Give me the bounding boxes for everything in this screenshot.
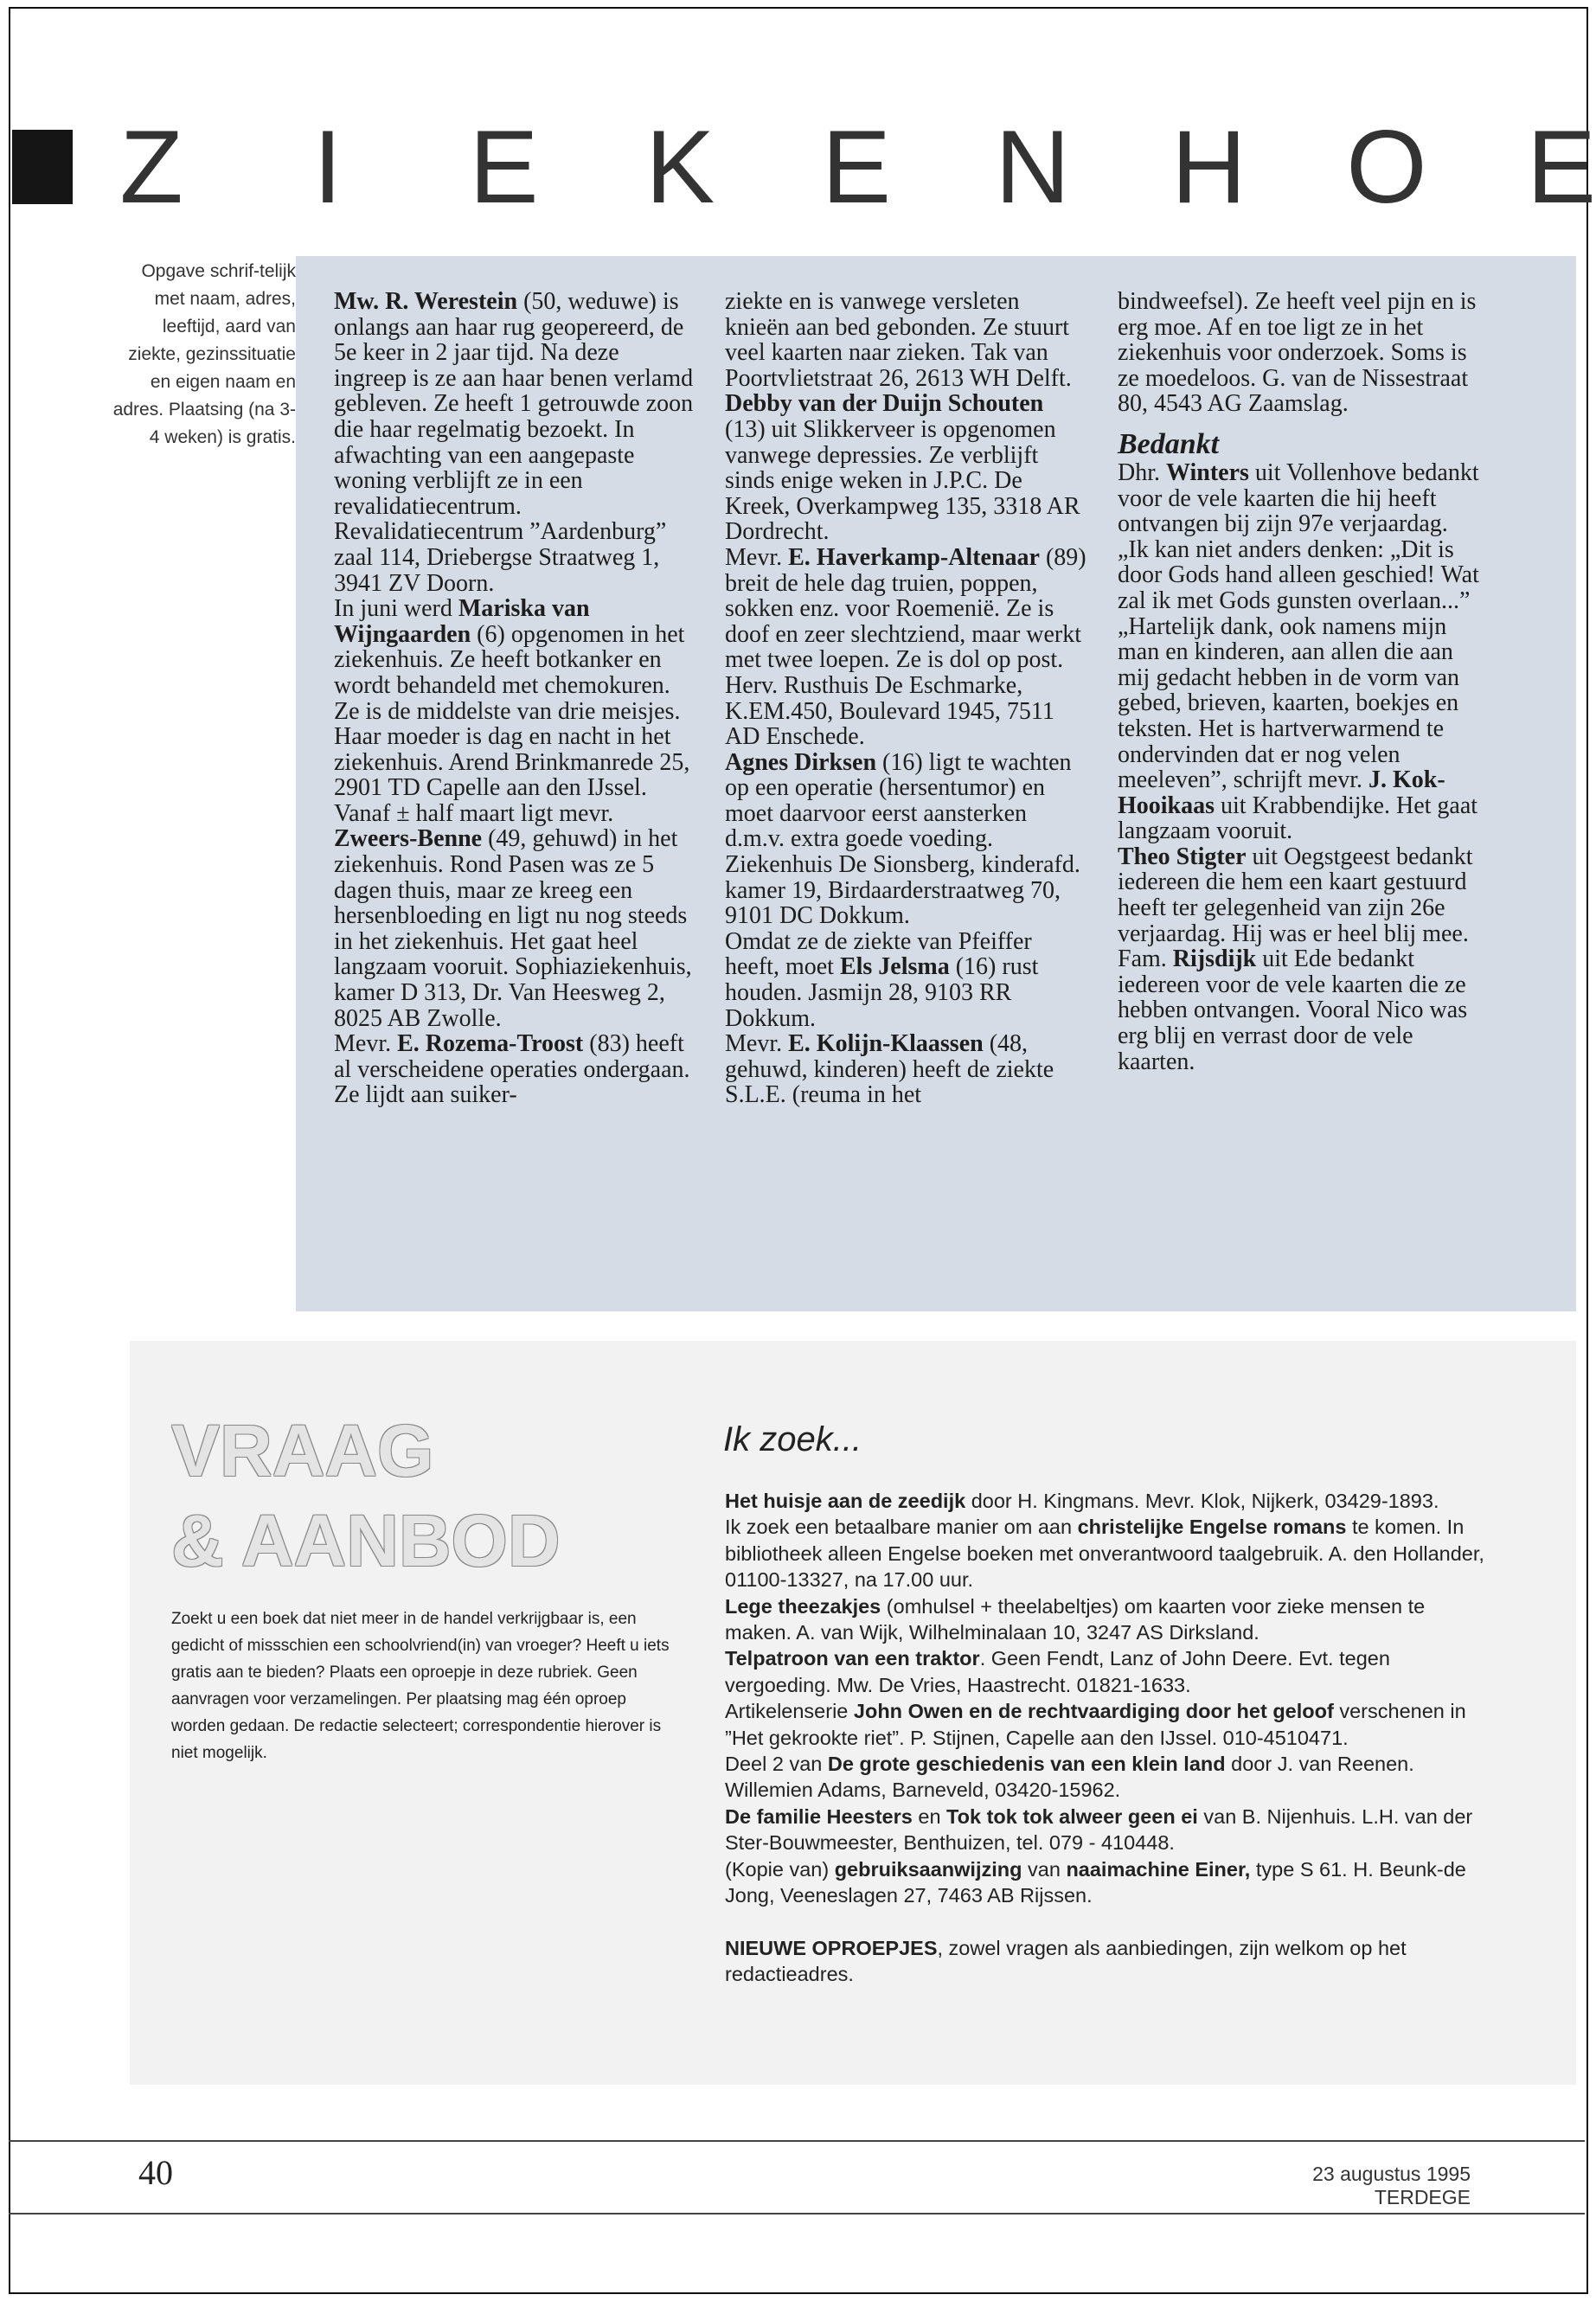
entry-text: (83) heeft al verscheidene operaties ondergaan. Ze lijdt aan suiker- [334, 1030, 690, 1109]
entry [334, 1031, 697, 1108]
submission-note: Opgave schrif-telijk met naam, adres, leeftijd, aard van ziekte, gezinssituatie en eigen naam en adres. Plaatsing (na 3-4 weken) is gratis. [112, 261, 296, 447]
entry-text: (49, gehuwd) in het ziekenhuis. Rond Pasen was ze 5 dagen thuis, maar ze kreeg een hersenbloeding en ligt nu nog steeds in het ziekenhuis. Het gaat heel langzaam vooruit. Sophiaziekenhuis, kamer D 313, Dr. Van Heesweg 2, 8025 AB Zwolle. [334, 825, 692, 1032]
entry-text: uit Ede bedankt iedereen voor de vele kaarten die ze hebben ontvangen. Vooral Nico was erg blij en verrast door de vele kaarten. [1118, 945, 1468, 1075]
item-pre: Deel 2 van [725, 1753, 828, 1776]
entry-text: (6) opgenomen in het ziekenhuis. Ze heeft botkanker en wordt behandeld met chemokuren. Ze is de middelste van drie meisjes. Haar moeder is dag en nacht in het ziekenhuis. Arend Brinkmanrede 25, 2901 TD Capelle aan den IJssel. [334, 620, 690, 802]
vraag-aanbod-title [171, 1406, 561, 1586]
entry-name: Zweers-Benne [334, 825, 483, 853]
entry [725, 289, 1088, 391]
page-number: 40 [138, 2153, 173, 2192]
list-item [725, 1645, 1486, 1698]
entry-text: uit Vollenhove bedankt voor de vele kaarten die hij heeft ontvangen bij zijn 97e verjaardag. „Ik kan niet anders denken: „Dit is door Gods hand alleen geschied! Wat zal ik met Gods gunsten overlaan...” „Hartelijk dank, ook namens mijn man en kinderen, aan allen die aan mij gedacht hebben in de vorm van gebed, brieven, kaarten, boekjes en teksten. Het is hartverwarmend te ondervinden dat er nog velen meeleven”, schrijft mevr. [1118, 458, 1479, 794]
entry [1118, 946, 1481, 1074]
section-title [112, 111, 1596, 223]
item-title: De grote geschiedenis van een klein land [827, 1753, 1226, 1776]
list-item [725, 1751, 1486, 1804]
ikzoek-heading: Ik zoek... [723, 1420, 862, 1458]
entry-name: Theo Stigter [1118, 843, 1247, 870]
item-title: Tok tok tok alweer geen ei [946, 1804, 1198, 1828]
title-letter: E [469, 109, 539, 225]
entry-pre: Omdat ze de ziekte van Pfeiffer heeft, moet [725, 927, 1032, 981]
column-3 [1118, 289, 1481, 1074]
entry [725, 750, 1088, 929]
entry-pre: Mevr. [725, 1030, 789, 1058]
title-letter: E [1526, 109, 1596, 225]
entry [334, 596, 697, 801]
entry-text: (16) ligt te wachten op een operatie (hersentumor) en moet daarvoor eerst aansterken d.m.v. extra goede voeding. Ziekenhuis De Sionsberg, kinderafd. kamer 19, Birdaarderstraatweg 70, 9101 DC Dokkum. [725, 748, 1080, 930]
entry-text: (16) rust houden. Jasmijn 28, 9103 RR Dokkum. [725, 953, 1039, 1032]
column-1 [334, 289, 697, 1108]
entry-text: (50, weduwe) is onlangs aan haar rug geopereerd, de 5e keer in 2 jaar tijd. Na deze ingreep is ze aan haar benen verlamd gebleven. Ze heeft 1 getrouwde zoon die haar regelmatig bezoekt. In afwachting van een aangepaste woning verblijft ze in een revalidatiecentrum. Revalidatiecentrum ”Aardenburg” zaal 114, Driebergse Straatweg 1, 3941 ZV Doorn. [334, 288, 694, 597]
title-letter: Z [119, 109, 183, 225]
list-item [725, 1514, 1486, 1593]
entry [725, 1031, 1088, 1108]
entry-name: J. Kok-Hooikaas [1118, 766, 1445, 819]
entry-text: uit Oegstgeest bedankt iedereen die hem een kaart gestuurd heeft ter gelegenheid van zijn 26e verjaardag. Hij was er heel blij mee. [1118, 843, 1473, 947]
list-item [725, 1488, 1486, 1514]
entry-text: (89) breit de hele dag truien, poppen, sokken enz. voor Roemenië. Ze is doof en zeer slechtziend, maar werkt met twee loepen. Ze is dol op post. Herv. Rusthuis De Eschmarke, K.EM.450, Boulevard 1945, 7511 AD Enschede. [725, 543, 1086, 751]
closing-text: , zowel vragen als aanbiedingen, zijn welkom op het redactieadres. [725, 1936, 1407, 1985]
entry-pre: Fam. [1118, 945, 1173, 973]
item-text: van [1022, 1857, 1067, 1881]
title-letter: N [995, 109, 1071, 225]
entry [1118, 460, 1481, 844]
column-2 [725, 289, 1088, 1108]
entry-text: (48, gehuwd, kinderen) heeft de ziekte S.L.E. (reuma in het [725, 1030, 1054, 1109]
entry [725, 391, 1088, 545]
entry-pre: Mevr. [334, 1030, 398, 1058]
title-letter: K [645, 109, 715, 225]
vraag-aanbod-intro: Zoekt u een boek dat niet meer in de handel verkrijgbaar is, een gedicht of missschien een schoolvriend(in) van vroeger? Heeft u iets gratis aan te bieden? Plaats een oproepje in deze rubriek. Geen aanvragen voor verzamelingen. Per plaatsing mag één oproep worden gedaan. De redactie selecteert; correspondentie hierover is niet mogelijk. [171, 1610, 670, 1762]
item-pre: (Kopie van) [725, 1857, 835, 1881]
list-item [725, 1856, 1486, 1909]
entry-name: Agnes Dirksen [725, 748, 877, 776]
item-pre: Artikelenserie [725, 1700, 854, 1723]
entry-text: (13) uit Slikkerveer is opgenomen vanwege depressies. Ze verblijft sinds enige weken in J.P.C. De Kreek, Overkampweg 135, 3318 AR Dordrecht. [725, 415, 1080, 546]
entry [725, 545, 1088, 750]
entry-pre: Mevr. [725, 543, 789, 571]
item-title: De familie Heesters [725, 1804, 913, 1828]
list-item [725, 1804, 1486, 1856]
entry [334, 801, 697, 1031]
entry-text: ziekte en is vanwege versleten knieën aan bed gebonden. Ze stuurt veel kaarten naar zieken. Tak van Poortvlietstraat 26, 2613 WH Delft. [725, 288, 1072, 392]
title-letter: H [1171, 109, 1247, 225]
entry-name: E. Haverkamp-Altenaar [788, 543, 1040, 571]
entry [725, 929, 1088, 1031]
entry-name: E. Kolijn-Klaassen [788, 1030, 984, 1058]
item-pre: Ik zoek een betaalbare manier om aan [725, 1516, 1078, 1539]
entry-name: Rijsdijk [1172, 945, 1257, 973]
entry-name: Debby van der Duijn Schouten [725, 390, 1044, 418]
entry-name: E. Rozema-Troost [397, 1030, 584, 1058]
item-title: John Owen en de rechtvaardiging door het geloof [853, 1700, 1334, 1723]
entry-name: Els Jelsma [839, 953, 950, 981]
item-text: (omhulsel + theelabeltjes) om kaarten voor zieke mensen te maken. A. van Wijk, Wilhelminalaan 10, 3247 AS Dirksland. [725, 1594, 1426, 1644]
item-title: Telpatroon van een traktor [725, 1647, 980, 1670]
title-line: VRAAG [171, 1410, 434, 1491]
entry [334, 289, 697, 596]
entry-name: Mariska van Wijngaarden [334, 595, 590, 648]
item-text: . Geen Fendt, Lanz of John Deere. Evt. tegen vergoeding. Mw. De Vries, Haastrecht. 01821-1633. [725, 1647, 1390, 1696]
item-text: type S 61. H. Beunk-de Jong, Veeneslagen 27, 7463 AB Rijssen. [725, 1857, 1466, 1907]
entry-pre: Dhr. [1118, 458, 1166, 486]
title-marker-bar [12, 130, 73, 204]
entry: bindweefsel). Ze heeft veel pijn en is erg moe. Af en toe ligt ze in het ziekenhuis voor onderzoek. Soms is ze moedeloos. G. van de Nissestraat 80, 4543 AG Zaamslag. [1118, 288, 1477, 418]
item-text: en [912, 1804, 947, 1828]
entry-name: Winters [1166, 458, 1249, 486]
item-title: christelijke Engelse romans [1077, 1516, 1347, 1539]
issue-date: 23 augustus 1995 TERDEGE [1312, 2163, 1471, 2208]
list-item [725, 1698, 1486, 1751]
footer-rule-top [9, 2140, 1585, 2142]
entry-name: Mw. R. Werestein [334, 288, 518, 315]
entry-pre: In juni werd [334, 595, 458, 623]
item-text: door J. van Reenen. Willemien Adams, Barneveld, 03420-15962. [725, 1753, 1414, 1802]
title-letter: O [1346, 109, 1427, 225]
item-text: door H. Kingmans. Mevr. Klok, Nijkerk, 03429-1893. [965, 1490, 1439, 1512]
closing-note [725, 1935, 1486, 1988]
entry [1118, 844, 1481, 946]
bedankt-heading: Bedankt [1118, 427, 1220, 460]
footer-rule-bottom [9, 2213, 1585, 2214]
item-text: te komen. In bibliotheek alleen Engelse boeken met onverantwoord taalgebruik. A. den Hollander, 01100-13327, na 17.00 uur. [725, 1516, 1484, 1592]
item-title: Lege theezakjes [725, 1594, 881, 1618]
item-text: van B. Nijenhuis. L.H. van der Ster-Bouwmeester, Benthuizen, tel. 079 - 410448. [725, 1804, 1473, 1855]
item-title: Het huisje aan de zeedijk [725, 1490, 966, 1512]
title-letter: I [313, 109, 343, 225]
title-line: & AANBOD [171, 1500, 561, 1581]
item-title: gebruiksaanwijzing [834, 1857, 1022, 1881]
entry-pre: Vanaf ± half maart ligt mevr. [334, 799, 614, 827]
entry-text: uit Krabbendijke. Het gaat langzaam vooruit. [1118, 792, 1478, 845]
title-letter: E [821, 109, 892, 225]
item-title: naaimachine Einer, [1066, 1857, 1251, 1881]
ikzoek-list [725, 1488, 1486, 1987]
item-text: verschenen in ”Het gekrookte riet”. P. Stijnen, Capelle aan den IJssel. 010-4510471. [725, 1700, 1466, 1749]
list-item [725, 1593, 1486, 1646]
closing-bold: NIEUWE OPROEPJES [725, 1936, 938, 1959]
